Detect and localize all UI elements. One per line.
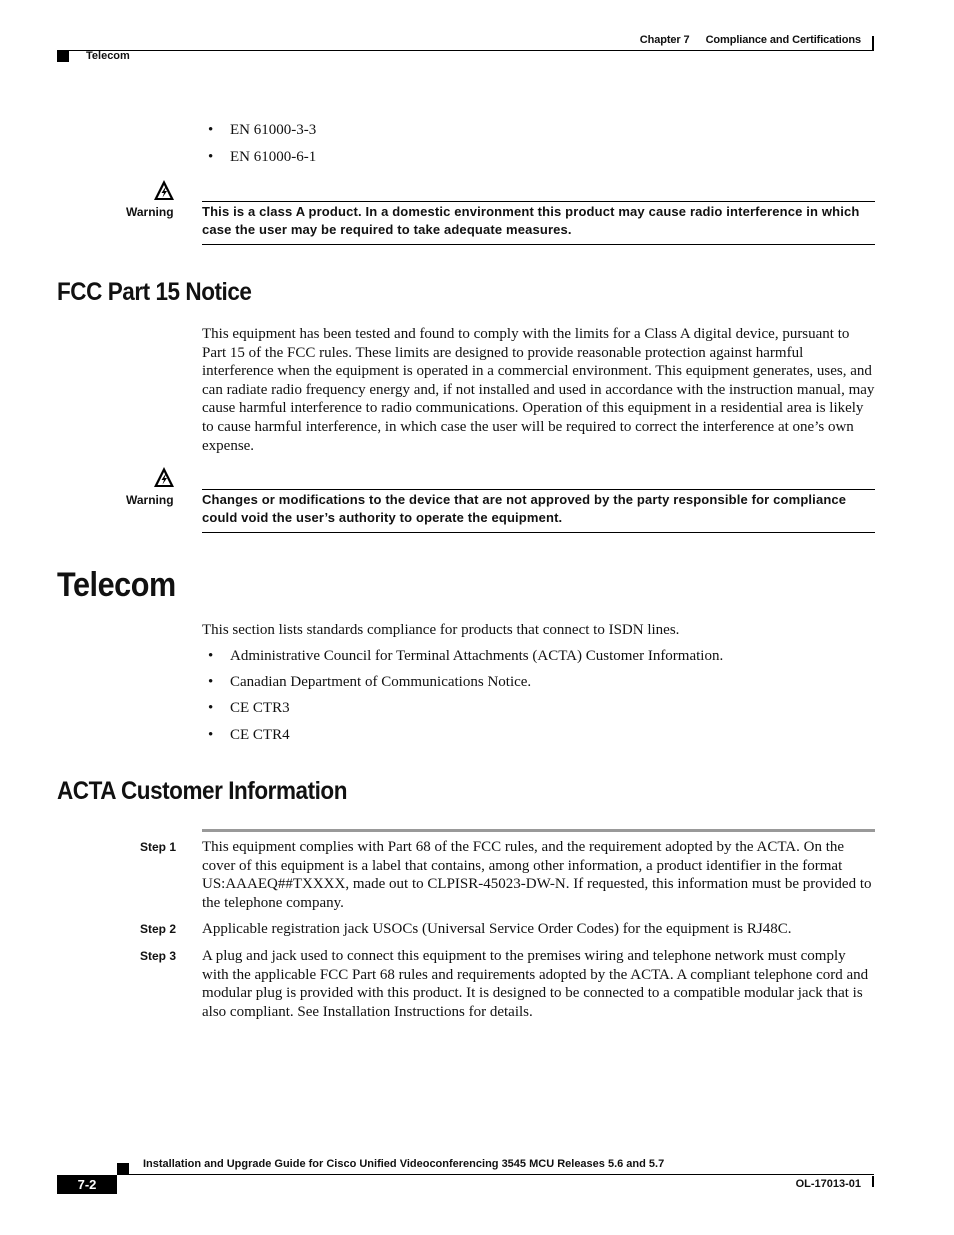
step-text: Applicable registration jack USOCs (Universal Service Order Codes) for the equipment is RJ48C.	[202, 921, 792, 937]
warning-text: Changes or modifications to the device that are not approved by the party responsible for compliance could void the user’s authority to operate the equipment.	[202, 492, 847, 525]
step-label: Step 2	[140, 922, 177, 936]
bullet-marker: •	[208, 122, 214, 138]
heading-fcc-part-15: FCC Part 15 Notice	[57, 278, 252, 306]
page-number: 7-2	[57, 1175, 117, 1194]
warning-top-rule	[202, 489, 875, 490]
running-header-section: Telecom	[86, 50, 130, 62]
list-item: CE CTR3	[230, 700, 290, 716]
warning-triangle-icon	[153, 179, 175, 201]
list-item: Administrative Council for Terminal Attachments (ACTA) Customer Information.	[230, 648, 724, 664]
step-label: Step 1	[140, 840, 177, 854]
heading-telecom: Telecom	[57, 566, 176, 604]
chapter-number: Chapter 7	[639, 34, 690, 46]
header-rule	[57, 50, 874, 51]
running-header-chapter	[640, 34, 861, 46]
warning-label: Warning	[126, 205, 174, 219]
warning-bottom-rule	[202, 244, 875, 245]
chapter-title: Compliance and Certifications	[705, 34, 861, 46]
bullet-marker: •	[208, 149, 214, 165]
document-number: OL-17013-01	[795, 1178, 861, 1190]
bullet-marker: •	[208, 727, 214, 743]
footer-book-title: Installation and Upgrade Guide for Cisco Unified Videoconferencing 3545 MCU Releases 5.6 and 5.7	[143, 1158, 665, 1170]
warning-bottom-rule	[202, 532, 875, 533]
bullet-marker: •	[208, 648, 214, 664]
warning-top-rule	[202, 201, 875, 202]
procedure-rule	[202, 829, 875, 832]
header-tick	[872, 36, 874, 51]
list-item: Canadian Department of Communications Notice.	[230, 674, 532, 690]
list-item: CE CTR4	[230, 727, 290, 743]
list-item: EN 61000-6-1	[230, 149, 317, 165]
step-label: Step 3	[140, 949, 177, 963]
warning-label: Warning	[126, 493, 174, 507]
step-text: This equipment complies with Part 68 of the FCC rules, and the requirement adopted by the ACTA. On the cover of this equipment is a label that contains, among other information, a product identifier in the format US:AAAEQ##TXXXX, made out to CLPISR-45023-DW-N. If requested, this information must be provided to the telephone company.	[202, 839, 872, 911]
warning-text: This is a class A product. In a domestic environment this product may cause radio interference in which case the user may be required to take adequate measures.	[202, 204, 860, 237]
fcc-paragraph: This equipment has been tested and found to comply with the limits for a Class A digital device, pursuant to Part 15 of the FCC rules. These limits are designed to provide reasonable protection against harmful interference when the equipment is operated in a commercial environment. This equipment generates, uses, and can radiate radio frequency energy and, if not installed and used in accordance with the instruction manual, may cause harmful interference to radio communications. Operation of this equipment in a residential area is likely to cause harmful interference, in which case the user will be required to correct the interference at one’s own expense.	[202, 326, 875, 454]
footer-rule	[117, 1174, 874, 1175]
heading-acta-customer-information: ACTA Customer Information	[57, 777, 347, 805]
telecom-intro: This section lists standards compliance for products that connect to ISDN lines.	[202, 622, 680, 638]
footer-tick	[872, 1176, 874, 1187]
step-text: A plug and jack used to connect this equipment to the premises wiring and telephone network must comply with the applicable FCC Part 68 rules and requirements adopted by the ACTA. A compliant telephone cord and modular plug is provided with this product. It is designed to be connected to a compatible modular jack that is also compliant. See Installation Instructions for details.	[202, 948, 869, 1020]
warning-triangle-icon	[153, 466, 175, 488]
list-item: EN 61000-3-3	[230, 122, 317, 138]
header-block	[57, 51, 69, 62]
bullet-marker: •	[208, 674, 214, 690]
bullet-marker: •	[208, 700, 214, 716]
